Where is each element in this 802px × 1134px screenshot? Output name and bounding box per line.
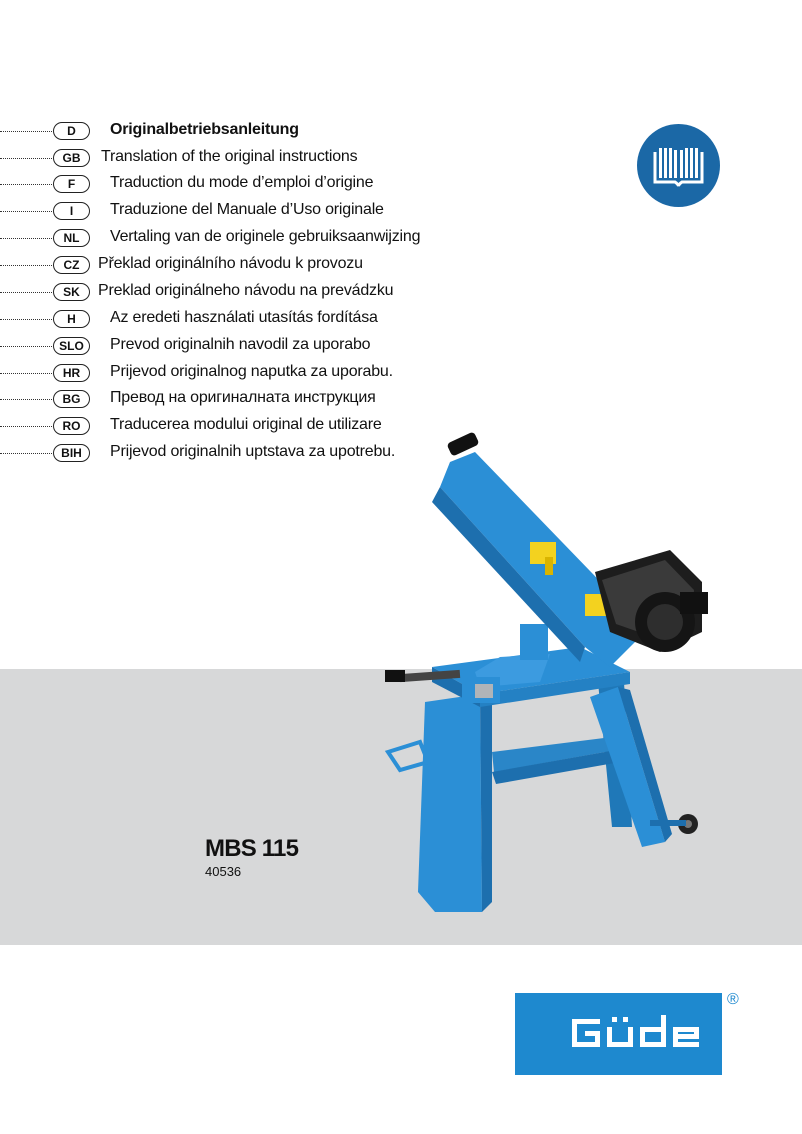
article-number: 40536: [205, 864, 242, 879]
dotted-leader: [0, 238, 52, 239]
language-code-badge: SK: [53, 283, 90, 301]
dotted-leader: [0, 184, 52, 185]
language-code-badge: CZ: [53, 256, 90, 274]
band-saw-illustration: [380, 432, 720, 922]
brand-logo: [515, 993, 722, 1075]
language-code-badge: I: [53, 202, 90, 220]
language-title: Prijevod originalnih uptstava za upotrebu.: [110, 443, 396, 460]
dotted-leader: [0, 399, 52, 400]
language-title: Vertaling van de originele gebruiksaanwijzing: [110, 228, 421, 245]
language-title: Prevod originalnih navodil za uporabo: [110, 336, 371, 353]
language-row: [0, 386, 470, 412]
open-book-icon: [637, 124, 720, 207]
language-title: Překlad originálního návodu k provozu: [98, 255, 363, 272]
dotted-leader: [0, 211, 52, 212]
dotted-leader: [0, 319, 52, 320]
language-code-badge: RO: [53, 417, 90, 435]
language-title: Preklad originálneho návodu na prevádzku: [98, 282, 394, 299]
language-title: Превод на оригиналната инструкция: [110, 389, 376, 406]
language-title: Prijevod originalnog naputka za uporabu.: [110, 363, 393, 380]
language-code-badge: GB: [53, 149, 90, 167]
dotted-leader: [0, 265, 52, 266]
language-code-badge: HR: [53, 364, 90, 382]
language-title: Translation of the original instructions: [101, 148, 358, 165]
language-title: Traduzione del Manuale d’Uso originale: [110, 201, 384, 218]
dotted-leader: [0, 453, 52, 454]
language-title: Traducerea modului original de utilizare: [110, 416, 382, 433]
model-name: MBS 115: [205, 835, 299, 862]
product-info: [205, 836, 298, 879]
language-code-badge: H: [53, 310, 90, 328]
dotted-leader: [0, 373, 52, 374]
language-row: [0, 279, 470, 305]
dotted-leader: [0, 158, 52, 159]
language-row: [0, 306, 470, 332]
dotted-leader: [0, 292, 52, 293]
language-row: [0, 198, 470, 224]
language-title: Originalbetriebsanleitung: [110, 121, 299, 138]
language-row: [0, 252, 470, 278]
language-title: Traduction du mode d’emploi d’origine: [110, 174, 374, 191]
language-row: [0, 225, 470, 251]
language-code-badge: F: [53, 175, 90, 193]
language-code-badge: NL: [53, 229, 90, 247]
dotted-leader: [0, 131, 52, 132]
language-row: [0, 118, 470, 144]
registered-trademark: ®: [727, 991, 739, 1008]
language-code-badge: SLO: [53, 337, 90, 355]
language-code-badge: BIH: [53, 444, 90, 462]
language-code-badge: BG: [53, 390, 90, 408]
dotted-leader: [0, 426, 52, 427]
language-title: Az eredeti használati utasítás fordítása: [110, 309, 378, 326]
dotted-leader: [0, 346, 52, 347]
language-row: [0, 171, 470, 197]
language-code-badge: D: [53, 122, 90, 140]
brand-wordmark: [515, 993, 722, 1075]
language-row: [0, 145, 470, 171]
language-row: [0, 333, 470, 359]
language-row: [0, 360, 470, 386]
